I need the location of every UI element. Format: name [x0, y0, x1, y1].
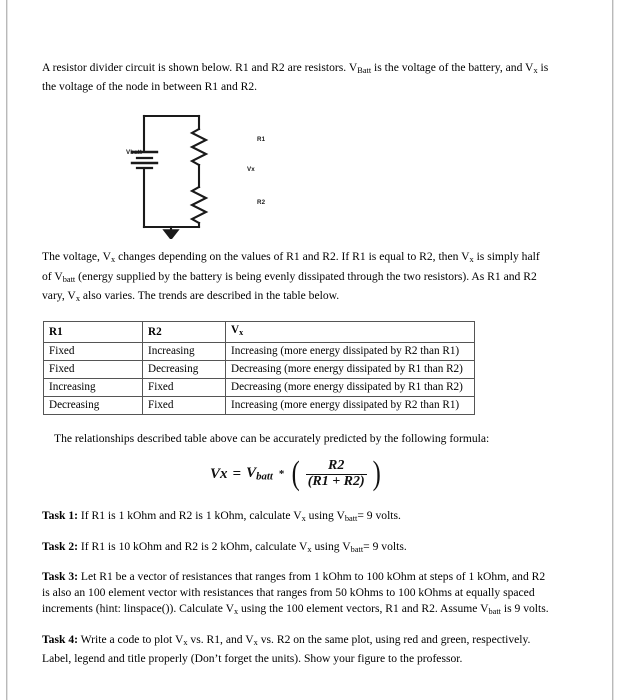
tasks-section — [42, 508, 550, 667]
circuit-label-r2: R2 — [257, 199, 266, 207]
expl-text-b: changes depending on the values of R1 and R2. If R1 is equal to R2, then V — [115, 250, 470, 264]
expl-text-d: (energy supplied by the battery is being evenly dissipated through the two resistors). As R1 and R2 vary, V — [42, 269, 537, 303]
table-header-r1: R1 — [44, 322, 143, 343]
cell-r2: Fixed — [143, 379, 226, 397]
expl-sub-3: batt — [62, 274, 76, 284]
task-3 — [42, 569, 550, 621]
equation-operator: * — [278, 468, 285, 481]
cell-r2: Fixed — [143, 397, 226, 415]
resistor-r1-zigzag — [192, 129, 206, 165]
expl-text-e: also varies. The trends are described in the table below. — [79, 289, 340, 303]
cell-vx: Increasing (more energy dissipated by R2 than R1) — [226, 397, 475, 415]
equation-fraction — [306, 459, 367, 490]
equation-paren-open: ( — [291, 454, 301, 492]
task-2-sub-a: x — [307, 544, 312, 554]
table-header-vx-sub: x — [239, 328, 244, 338]
equation-equals: = — [232, 465, 242, 482]
task-2-text-b: using V — [311, 539, 351, 553]
task-3-text-a: Let R1 be a vector of resistances that ranges from 1 kOhm to 100 kOhm at steps of 1 kOhm, and R2 is also an 100 element vector with resistances that ranges from 50 kOhms to 100 kOhms at equally spaced increments (hint: linspace()). Calculate V — [42, 570, 546, 616]
circuit-figure — [42, 109, 550, 249]
cell-r1: Increasing — [44, 379, 143, 397]
table-row — [44, 379, 475, 397]
intro-text-b: is the voltage of the battery, and V — [371, 61, 534, 74]
task-2-label: Task 2: — [42, 539, 78, 553]
page-left-rule — [6, 0, 7, 700]
task-4 — [42, 632, 550, 667]
task-1-text-a: If R1 is 1 kOhm and R2 is 1 kOhm, calculate V — [77, 509, 302, 523]
resistor-r2-zigzag — [192, 187, 206, 223]
trend-table-wrapper — [43, 321, 550, 415]
task-4-text-c: vs. R2 on the same plot, using red and green, respectively. Label, legend and title properly (Don’t forget the units). Show your figure to the professor. — [42, 632, 531, 665]
cell-r2: Decreasing — [143, 361, 226, 379]
task-4-label: Task 4: — [42, 632, 78, 646]
ground-icon — [164, 230, 178, 239]
circuit-label-vbatt: Vbatt — [126, 149, 142, 157]
cell-r1: Fixed — [44, 343, 143, 361]
table-row — [44, 397, 475, 415]
equation-vbatt-base: V — [246, 465, 257, 482]
cell-vx: Decreasing (more energy dissipated by R1 than R2) — [226, 361, 475, 379]
task-2-text-a: If R1 is 10 kOhm and R2 is 2 kOhm, calculate V — [77, 539, 308, 553]
explanation-paragraph — [42, 249, 550, 307]
intro-text-c: is the voltage of the node in between R1 and R2. — [42, 61, 549, 94]
cell-r2: Increasing — [143, 343, 226, 361]
task-3-sub-b: batt — [488, 607, 501, 617]
cell-r1: Decreasing — [44, 397, 143, 415]
expl-sub-4: x — [75, 294, 80, 304]
equation-lhs: Vx — [209, 465, 228, 482]
task-1-text-b: using V — [305, 509, 345, 523]
document-content — [42, 60, 550, 667]
table-header-vx — [226, 322, 475, 343]
table-header-r2: R2 — [143, 322, 226, 343]
task-2-sub-b: batt — [350, 544, 364, 554]
task-1-text-c: = 9 volts. — [357, 509, 401, 523]
task-4-sub-b: x — [253, 637, 258, 647]
intro-sub-x: x — [533, 66, 538, 76]
intro-paragraph — [42, 60, 550, 95]
expl-sub-1: x — [111, 255, 116, 265]
intro-text-a: A resistor divider circuit is shown below. R1 and R2 are resistors. V — [42, 61, 358, 74]
equation-denominator: (R1 + R2) — [307, 474, 365, 490]
cell-r1: Fixed — [44, 361, 143, 379]
table-row — [44, 343, 475, 361]
intro-sub-batt: Batt — [357, 66, 372, 76]
table-header-vx-base: V — [231, 324, 240, 337]
task-3-sub-a: x — [233, 607, 239, 617]
task-2 — [42, 539, 550, 558]
formula-lead-text: The relationships described table above can be accurately predicted by the following formula: — [54, 432, 490, 446]
page-right-rule — [612, 0, 613, 700]
cell-vx: Decreasing (more energy dissipated by R1 than R2) — [226, 379, 475, 397]
divider-equation — [42, 454, 550, 492]
circuit-label-vx: Vx — [247, 166, 255, 174]
equation-paren-close: ) — [372, 454, 381, 492]
circuit-svg — [130, 109, 305, 239]
task-3-text-c: is 9 volts. — [500, 602, 549, 616]
task-1-sub-b: batt — [344, 514, 358, 524]
task-4-text-b: vs. R1, and V — [187, 632, 254, 646]
task-2-text-c: = 9 volts. — [363, 539, 407, 553]
equation-vbatt-sub: batt — [256, 471, 273, 484]
task-1-sub-a: x — [301, 514, 306, 524]
task-3-text-b: using the 100 element vectors, R1 and R2. Assume V — [238, 602, 489, 616]
expl-text-c: is simply half of V — [42, 250, 540, 283]
task-3-label: Task 3: — [42, 570, 78, 584]
task-1-label: Task 1: — [42, 509, 78, 523]
task-1 — [42, 508, 550, 527]
task-4-text-a: Write a code to plot V — [77, 632, 184, 646]
equation-numerator: R2 — [328, 457, 345, 473]
expl-text-a: The voltage, V — [42, 250, 112, 264]
circuit-label-r1: R1 — [257, 136, 266, 144]
table-row — [44, 361, 475, 379]
trend-table — [43, 321, 475, 415]
task-4-sub-a: x — [183, 637, 188, 647]
cell-vx: Increasing (more energy dissipated by R2 than R1) — [226, 343, 475, 361]
table-header-row — [44, 322, 475, 343]
equation-vbatt — [246, 465, 273, 483]
expl-sub-2: x — [469, 255, 474, 265]
circuit-diagram — [126, 109, 305, 244]
equation-row — [209, 454, 382, 492]
